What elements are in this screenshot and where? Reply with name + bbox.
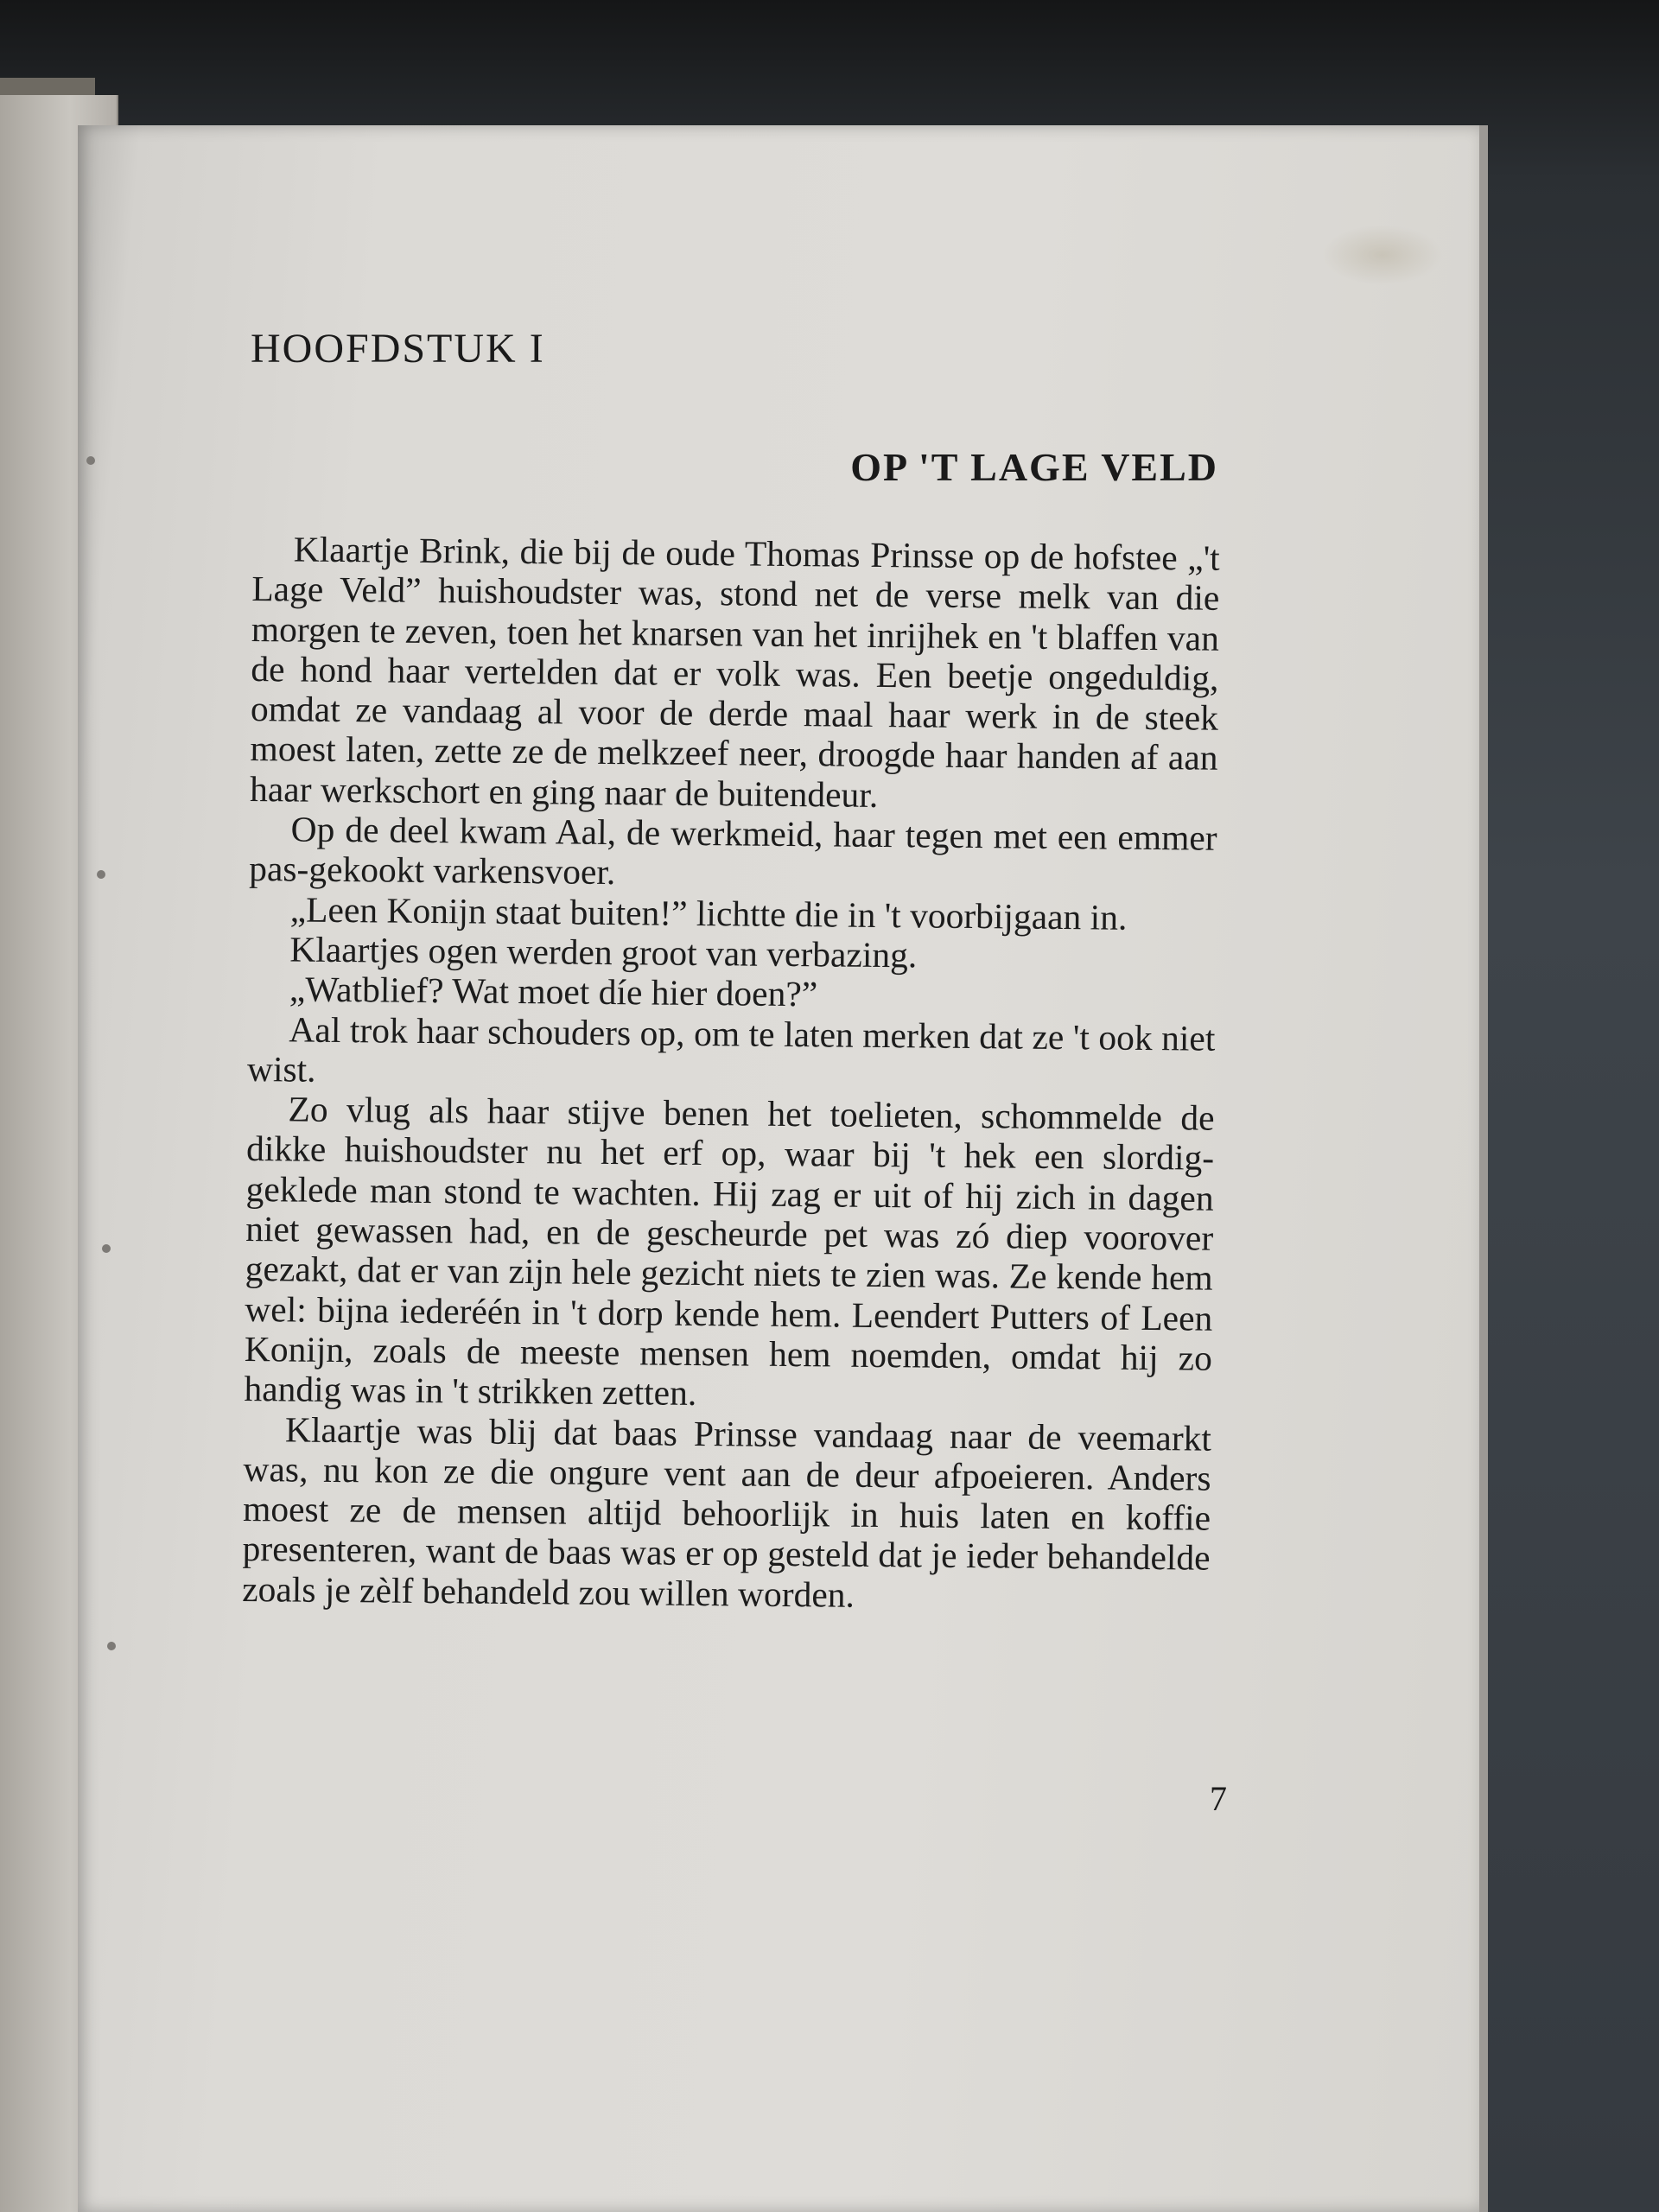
page-right-edge (1479, 125, 1488, 2212)
paper-stain (1322, 225, 1443, 285)
chapter-heading: HOOFDSTUK I (251, 326, 545, 372)
paragraph: Aal trok haar schouders op, om te laten merken dat ze 't ook niet wist. (246, 1008, 1216, 1090)
binding-stitch (107, 1642, 116, 1650)
paragraph: Klaartje was blij dat baas Prinsse vandaag naar de veemarkt was, nu kon ze die ongure vent aan de deur afpoeieren. Anders moest ze de mensen altijd behoorlijk in huis laten en koffie presenteren, want de baas was er op gesteld dat je ieder behandelde zoals je zèlf behandeld zou willen worden. (242, 1408, 1212, 1615)
page-number: 7 (1210, 1779, 1227, 1818)
paragraph: „Watblief? Wat moet díe hier doen?” (289, 969, 818, 1014)
paragraph: Klaartjes ogen werden groot van verbazing. (289, 929, 918, 976)
body-text (242, 529, 1220, 1618)
paragraph: „Leen Konijn staat buiten!” lichtte die in 't voorbijgaan in. (289, 889, 1128, 938)
paragraph: Klaartje Brink, die bij de oude Thomas Prinsse op de hofstee „'t Lage Veld” huishoudster was, stond net de verse melk van die morgen te zeven, toen het knarsen van het inrijhek en 't blaffen van de hond haar vertelden dat er volk was. Een beetje ongeduldig, omdat ze vandaag al voor de derde maal haar werk in de steek moest laten, zette ze de melkzeef neer, droogde haar handen af aan haar werkschort en ging naar de buitendeur. (249, 529, 1220, 815)
paragraph: Op de deel kwam Aal, de werkmeid, haar tegen met een emmer pas-gekookt varkensvoer. (249, 809, 1217, 893)
binding-stitch (86, 456, 95, 465)
binding-stitch (97, 870, 105, 879)
paragraph: Zo vlug als haar stijve benen het toelieten, schommelde de dikke huishoudster nu het erf op, waar bij 't hek een slordig-geklede man stond te wachten. Hij zag er uit of hij zich in dagen niet gewassen had, en de gescheurde pet was zó diep voorover gezakt, dat er van zijn hele gezicht niets te zien was. Ze kende hem wel: bijna iederéén in 't dorp kende hem. Leendert Putters of Leen Konijn, zoals de meeste mensen hem noemden, omdat hij zo handig was in 't strikken zetten. (244, 1089, 1215, 1414)
chapter-title: OP 'T LAGE VELD (850, 445, 1218, 489)
binding-stitch (102, 1244, 111, 1253)
